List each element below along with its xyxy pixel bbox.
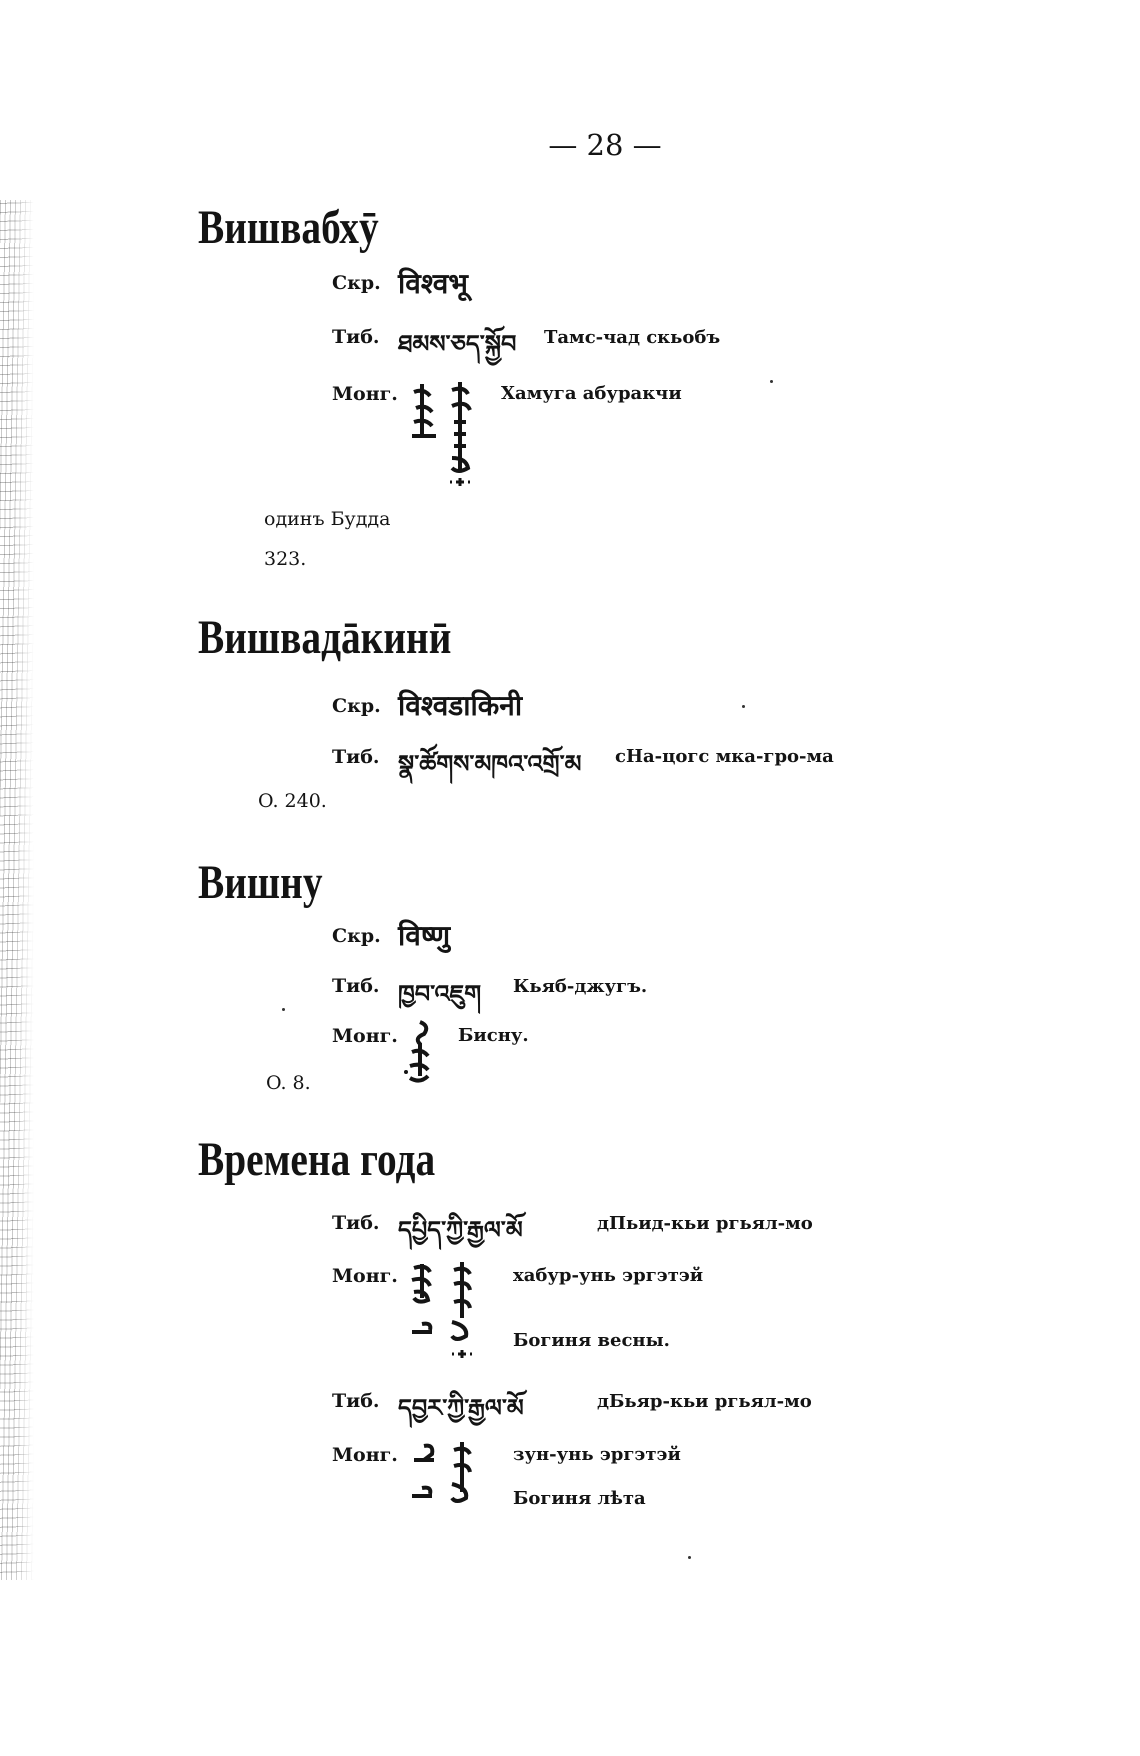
entry-heading-vishvabhu: Вишвабхӯ	[198, 201, 379, 254]
mongolian-script-glyphs	[406, 1258, 486, 1366]
mongolian-script-glyphs	[400, 1018, 440, 1088]
tibetan-transliteration: дПьид-кьи ргьял-мо	[597, 1213, 813, 1234]
mong-label: Монг.	[332, 383, 398, 405]
mongolian-script-glyphs	[406, 1438, 486, 1518]
skr-label: Скр.	[332, 695, 381, 717]
tib-label: Тиб.	[332, 746, 380, 768]
tibetan-text: དབྱར་ཀྱི་རྒྱལ་མོ	[398, 1394, 524, 1422]
mongolian-script-glyphs	[408, 378, 478, 502]
tib-label: Тиб.	[332, 975, 380, 997]
entry-heading-vishnu: Вишну	[198, 856, 323, 909]
tibetan-text: ཐམས་ཅད་སྐྱོབ	[398, 330, 517, 358]
tibetan-transliteration: Тамс-чад скьобъ	[544, 327, 721, 348]
tibetan-transliteration: дБьяр-кьи ргьял-мо	[597, 1391, 812, 1412]
mongolian-transliteration: хабур-унь эргэтэй	[513, 1265, 704, 1286]
mongolian-transliteration: Бисну.	[458, 1025, 529, 1046]
mong-label: Монг.	[332, 1444, 398, 1466]
tib-label: Тиб.	[332, 326, 380, 348]
tib-label: Тиб.	[332, 1390, 380, 1412]
skr-label: Скр.	[332, 925, 381, 947]
scan-speck	[688, 1556, 691, 1559]
tibetan-text: དཔྱིད་ཀྱི་རྒྱལ་མོ	[398, 1216, 523, 1244]
tibetan-transliteration: Кьяб-джугъ.	[513, 976, 648, 997]
mongolian-transliteration: Хамуга абуракчи	[501, 383, 682, 404]
scan-speck	[282, 1008, 285, 1011]
scan-speck	[770, 380, 773, 383]
sanskrit-text: विश्वडाकिनी	[398, 689, 523, 722]
entry-heading-seasons: Времена года	[198, 1133, 436, 1186]
tibetan-text: སྣ་ཚོགས་མཁའ་འགྲོ་མ	[398, 750, 582, 778]
page-number: — 28 —	[548, 128, 662, 162]
tibetan-text: ཁྱབ་འཇུག	[398, 980, 482, 1008]
mongolian-meaning: Богиня весны.	[513, 1330, 670, 1351]
entry-reference: 323.	[264, 548, 307, 570]
mongolian-transliteration: зун-унь эргэтэй	[513, 1444, 681, 1465]
tibetan-transliteration: сНа-цогс мка-гро-ма	[615, 746, 834, 767]
mongolian-meaning: Богиня лѣта	[513, 1488, 646, 1509]
entry-note: одинъ Будда	[264, 508, 391, 530]
scan-speck	[742, 705, 745, 708]
mong-label: Монг.	[332, 1265, 398, 1287]
entry-reference: O. 240.	[258, 790, 327, 812]
tib-label: Тиб.	[332, 1212, 380, 1234]
skr-label: Скр.	[332, 272, 381, 294]
sanskrit-text: विष्णु	[398, 919, 451, 952]
entry-reference: O. 8.	[266, 1072, 311, 1094]
entry-heading-vishvadakini: Вишвадāкинӣ	[198, 611, 452, 664]
scan-edge-noise	[0, 200, 34, 1580]
mong-label: Монг.	[332, 1025, 398, 1047]
sanskrit-text: विश्वभू	[398, 267, 468, 300]
